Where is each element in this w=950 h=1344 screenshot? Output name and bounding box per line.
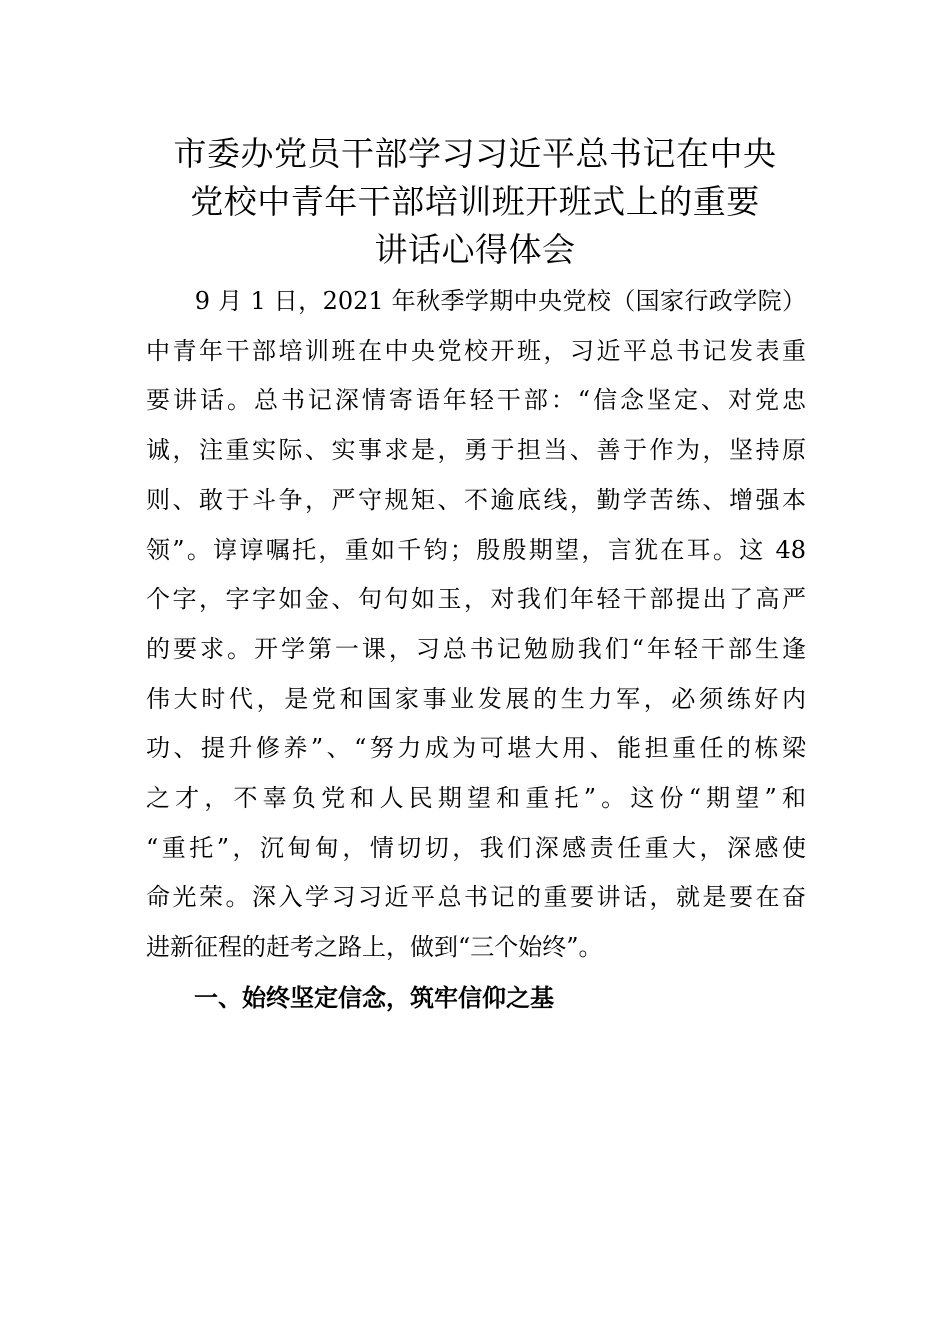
paragraph-line: 进新征程的赶考之路上，做到“三个始终”。 <box>146 933 603 962</box>
document-title <box>145 130 805 274</box>
paragraph-line: 命光荣。深入学习习近平总书记的重要讲话，就是要在奋 <box>146 883 806 912</box>
paragraph-line: “重托”，沉甸甸，情切切，我们深感责任重大，深感使 <box>146 833 806 862</box>
paragraph-line: 诚，注重实际、实事求是，勇于担当、善于作为，坚持原 <box>146 436 806 465</box>
paragraph-line: 之才，不辜负党和人民期望和重托”。这份“期望”和 <box>146 784 806 813</box>
paragraph-line: 的要求。开学第一课，习总书记勉励我们“年轻干部生逢 <box>146 634 806 663</box>
paragraph-line: 则、敢于斗争，严守规矩、不逾底线，勤学苦练、增强本 <box>146 485 806 514</box>
paragraph-line: 9 月 1 日，2021 年秋季学期中央党校（国家行政学院） <box>146 287 806 315</box>
title-line: 市委办党员干部学习习近平总书记在中央 <box>173 134 777 173</box>
paragraph-line: 个字，字字如金、句句如玉，对我们年轻干部提出了高严 <box>146 585 806 614</box>
paragraph-line: 伟大时代，是党和国家事业发展的生力军，必须练好内 <box>146 684 806 713</box>
paragraph-line: 要讲话。总书记深情寄语年轻干部：“信念坚定、对党忠 <box>146 386 806 415</box>
title-line: 讲话心得体会 <box>374 230 576 269</box>
paragraph-line: 功、提升修养”、“努力成为可堪大用、能担重任的栋梁 <box>146 734 806 763</box>
paragraph-line: 中青年干部培训班在中央党校开班，习近平总书记发表重 <box>146 336 806 365</box>
paragraph-line: 领”。谆谆嘱托，重如千钧；殷殷期望，言犹在耳。这 48 <box>146 535 806 564</box>
body-paragraph <box>146 277 806 973</box>
title-line: 党校中青年干部培训班开班式上的重要 <box>190 182 760 221</box>
section-heading: 一、始终坚定信念，筑牢信仰之基 <box>194 984 554 1012</box>
